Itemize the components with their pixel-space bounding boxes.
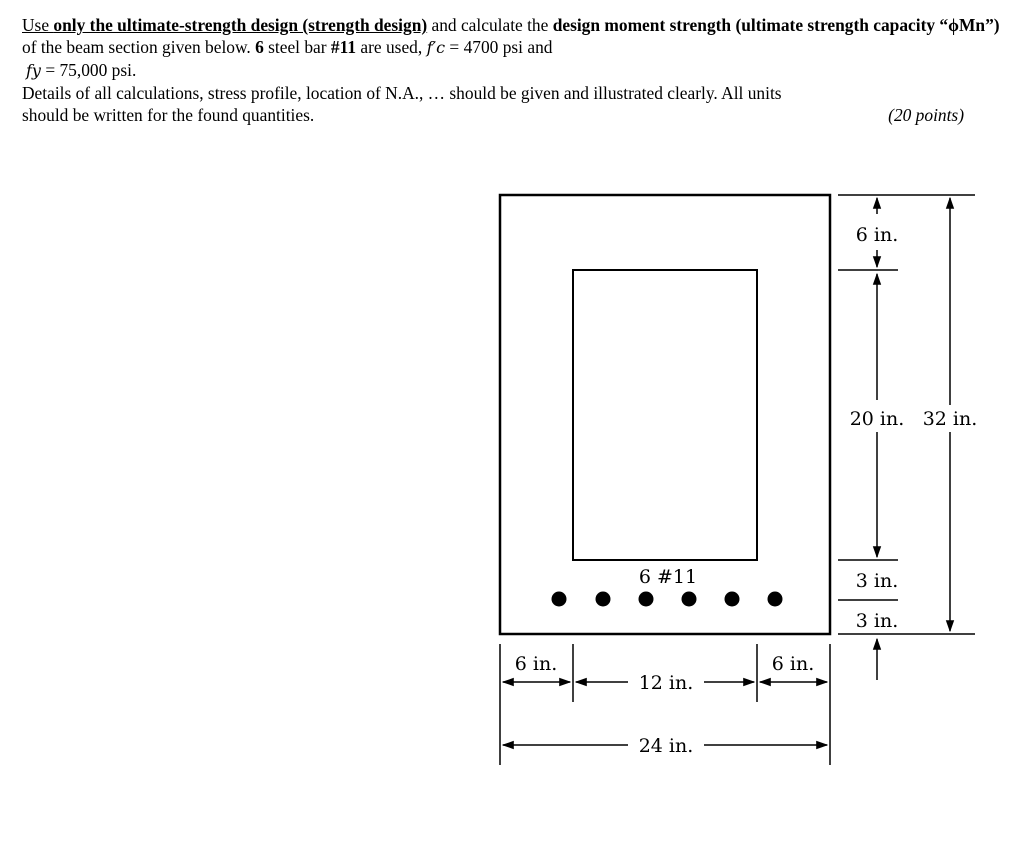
dim-total-label: 32 in. bbox=[922, 408, 978, 430]
points-label: (20 points) bbox=[888, 105, 964, 125]
dim-bot2-label: 3 in. bbox=[855, 610, 899, 632]
dim-right-label: 6 in. bbox=[771, 653, 815, 675]
problem-text-use: Use bbox=[22, 15, 54, 35]
fy-symbol: fy bbox=[26, 61, 41, 80]
problem-text-calc: and calculate the bbox=[427, 15, 553, 35]
problem-text-design-moment: design moment strength (ultimate strength capacity “ϕMn”) bbox=[552, 15, 1000, 35]
rebar-3 bbox=[639, 592, 654, 607]
rebar-5 bbox=[725, 592, 740, 607]
problem-text-bar-size: #11 bbox=[330, 37, 357, 57]
rebar-group bbox=[552, 592, 783, 607]
details-line-1: Details of all calculations, stress profile, location of N.A., … should be given and illustrated clearly. All units bbox=[22, 83, 782, 103]
dim-left-label: 6 in. bbox=[514, 653, 558, 675]
rebar-4 bbox=[682, 592, 697, 607]
problem-text-steel-bar: steel bar bbox=[263, 37, 331, 57]
dim-center-label: 12 in. bbox=[638, 672, 694, 694]
problem-text-used: are used, bbox=[356, 37, 427, 57]
dim-top-label: 6 in. bbox=[855, 224, 899, 246]
dim-width-label: 24 in. bbox=[638, 735, 694, 757]
rebar-6 bbox=[768, 592, 783, 607]
fy-value: = 75,000 psi. bbox=[40, 60, 137, 80]
rebar-2 bbox=[596, 592, 611, 607]
rebar-label: 6 #11 bbox=[638, 566, 698, 588]
problem-text-bar-count: 6 bbox=[255, 37, 264, 57]
beam-hollow-core bbox=[573, 270, 757, 560]
fc-value: = 4700 psi and bbox=[445, 37, 553, 57]
fc-symbol: f′c bbox=[426, 38, 446, 57]
dim-mid-label: 20 in. bbox=[849, 408, 905, 430]
dim-bot1-label: 3 in. bbox=[855, 570, 899, 592]
rebar-1 bbox=[552, 592, 567, 607]
problem-text-beam: of the beam section given below. bbox=[22, 37, 256, 57]
problem-text-design-method: only the ultimate-strength design (strength design) bbox=[53, 15, 428, 35]
details-line-2: should be written for the found quantities. bbox=[22, 105, 315, 125]
